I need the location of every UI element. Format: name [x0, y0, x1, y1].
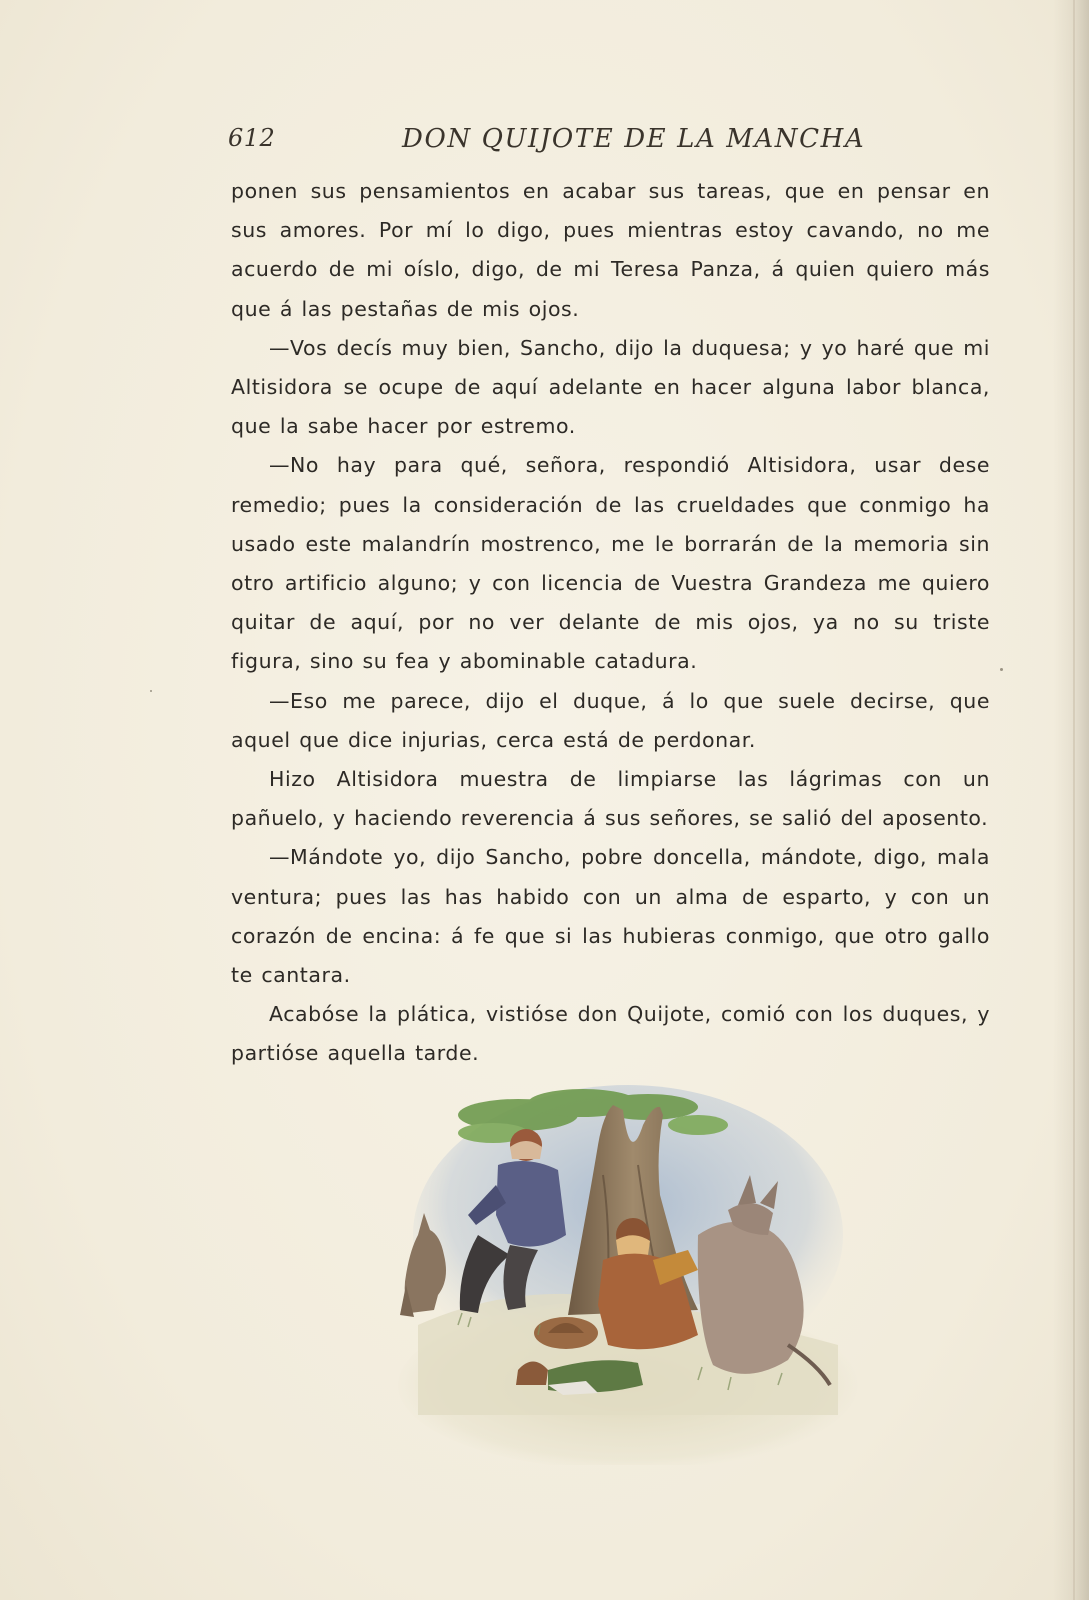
paragraph: —Mándote yo, dijo Sancho, pobre doncella, mándote, digo, mala ventura; pues las has habido con un alma de esparto, y con un corazón de encina: á fe que si las hubieras conmigo, que otro gallo te cantara. — [231, 845, 990, 988]
vignette-illustration — [398, 1085, 858, 1465]
page-number: 612 — [228, 124, 276, 152]
vignette-svg — [398, 1085, 858, 1465]
paragraph: —Eso me parece, dijo el duque, á lo que suele decirse, que aquel que dice injurias, cerca está de perdonar. — [231, 688, 990, 752]
paragraph: —No hay para qué, señora, respondió Altisidora, usar dese remedio; pues la consideración de las crueldades que conmigo ha usado este malandrín mostrenco, me le borrarán de la memoria sin otro artificio alguno; y con licencia de Vuestra Grandeza me quiero quitar de aquí, por no ver delante de mis ojos, ya no su triste figura, sino su fea y abominable catadura. — [231, 453, 990, 674]
running-title: DON QUIJOTE DE LA MANCHA — [402, 124, 866, 154]
paper-speck — [1000, 668, 1003, 671]
running-header — [228, 120, 990, 160]
page-edge-shadow — [1053, 0, 1089, 1600]
paragraph: —Vos decís muy bien, Sancho, dijo la duquesa; y yo haré que mi Altisidora se ocupe de aquí adelante en hacer alguna labor blanca, que la sabe hacer por estremo. — [231, 335, 990, 439]
paragraph: Hizo Altisidora muestra de limpiarse las lágrimas con un pañuelo, y haciendo reverencia á sus señores, se salió del aposento. — [231, 767, 990, 831]
paragraph: ponen sus pensamientos en acabar sus tareas, que en pensar en sus amores. Por mí lo digo, pues mientras estoy cavando, no me acuerdo de mi oíslo, digo, de mi Teresa Panza, á quien quiero más que á las pestañas de mis ojos. — [231, 179, 990, 321]
paper-speck — [150, 690, 152, 692]
page-edge-line — [1073, 0, 1075, 1600]
paragraph: Acabóse la plática, vistióse don Quijote, comió con los duques, y partióse aquella tarde. — [231, 1002, 990, 1066]
body-text — [231, 172, 990, 1074]
